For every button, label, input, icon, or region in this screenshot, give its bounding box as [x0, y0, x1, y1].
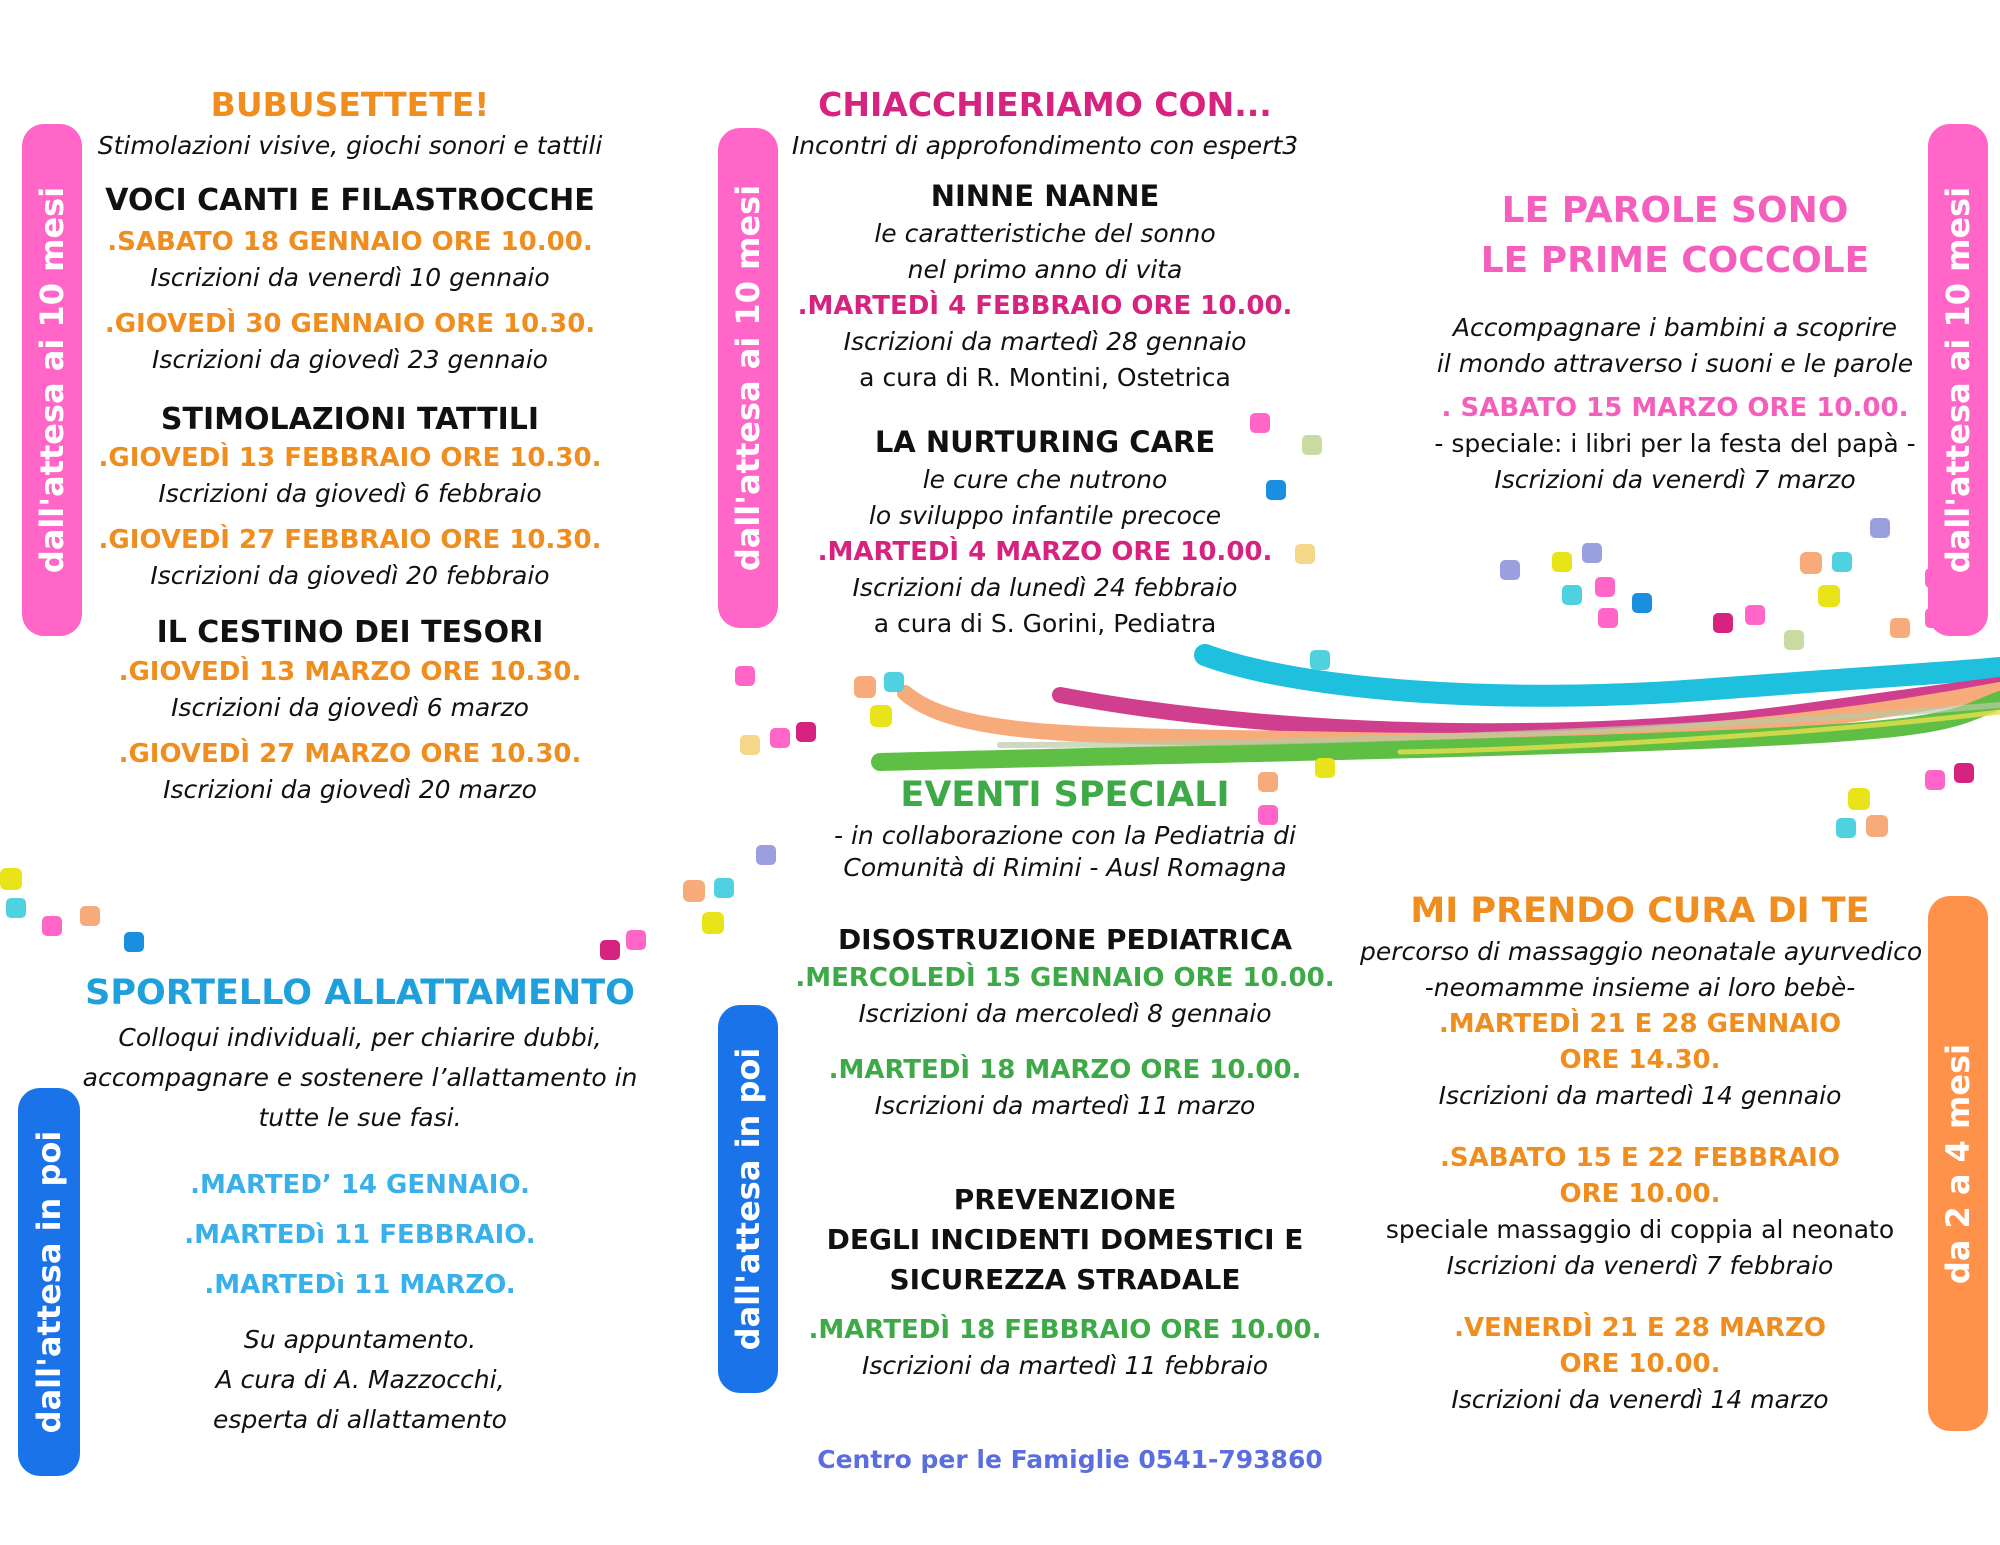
registration-info: Iscrizioni da venerdì 7 marzo [1494, 465, 1856, 494]
event-date: .GIOVEDÌ 30 GENNAIO ORE 10.30. [104, 309, 596, 339]
age-bar-label: dall'attesa in poi [30, 1130, 68, 1434]
activity-title: STIMOLAZIONI TATTILI [160, 402, 540, 437]
registration-info: Iscrizioni da martedì 11 febbraio [861, 1351, 1269, 1380]
section-subtitle: Stimolazioni visive, giochi sonori e tattili [97, 131, 603, 160]
event-date: .GIOVEDÌ 27 FEBBRAIO ORE 10.30. [98, 525, 602, 555]
footer-contact: Centro per le Famiglie 0541-793860 [817, 1445, 1323, 1474]
event-date: .MARTEDÌ 4 MARZO ORE 10.00. [817, 537, 1273, 567]
age-bar-left-top [22, 124, 82, 636]
event-date: .MARTEDÌ 18 MARZO ORE 10.00. [828, 1055, 1302, 1085]
event-date: .MARTEDÌ 21 E 28 GENNAIO [1438, 1009, 1842, 1039]
activity-title: LA NURTURING CARE [874, 425, 1216, 459]
event-date: .MERCOLEDÌ 15 GENNAIO ORE 10.00. [795, 963, 1335, 993]
activity-title: IL CESTINO DEI TESORI [156, 615, 544, 650]
special-note: - speciale: i libri per la festa del papà - [1434, 429, 1916, 458]
appointment-note: Su appuntamento. [243, 1325, 477, 1354]
event-date: .VENERDÌ 21 E 28 MARZO [1454, 1313, 1826, 1343]
event-date: ORE 10.00. [1559, 1349, 1721, 1379]
registration-info: Iscrizioni da giovedì 6 marzo [171, 693, 529, 722]
section-title: MI PRENDO CURA DI TE [1410, 891, 1870, 931]
event-date: .SABATO 18 GENNAIO ORE 10.00. [107, 227, 593, 257]
section-description: Accompagnare i bambini a scoprire [1452, 313, 1898, 342]
event-date: ORE 10.00. [1559, 1179, 1721, 1209]
event-date: .GIOVEDÌ 27 MARZO ORE 10.30. [118, 739, 582, 769]
section-title: EVENTI SPECIALI [900, 775, 1230, 815]
event-date: .MARTED’ 14 GENNAIO. [190, 1170, 530, 1200]
activity-title: NINNE NANNE [930, 179, 1160, 213]
age-bar-label: dall'attesa ai 10 mesi [729, 184, 767, 572]
registration-info: Iscrizioni da venerdì 10 gennaio [150, 263, 550, 292]
event-date: .MARTEDì 11 FEBBRAIO. [184, 1220, 536, 1250]
section-title: CHIACCHIERIAMO CON... [818, 85, 1272, 124]
activity-title: DISOSTRUZIONE PEDIATRICA [837, 923, 1293, 956]
section-description: accompagnare e sostenere l’allattamento in [82, 1063, 638, 1092]
section-title: LE PRIME COCCOLE [1480, 240, 1870, 281]
activity-title: PREVENZIONE [953, 1183, 1177, 1216]
section-title: SPORTELLO ALLATTAMENTO [85, 973, 635, 1013]
event-date: .MARTEDÌ 18 FEBBRAIO ORE 10.00. [808, 1315, 1322, 1345]
activity-description: le caratteristiche del sonno [874, 219, 1216, 248]
speaker: a cura di R. Montini, Ostetrica [859, 363, 1231, 392]
activity-description: lo sviluppo infantile precoce [868, 501, 1222, 530]
sportello-section [80, 968, 640, 1440]
section-description: Colloqui individuali, per chiarire dubbi, [118, 1023, 602, 1052]
speaker: a cura di S. Gorini, Pediatra [873, 609, 1217, 638]
bubusettete-section [90, 82, 610, 808]
activity-description: le cure che nutrono [922, 465, 1168, 494]
chiacchieriamo-section [765, 82, 1325, 642]
event-date: .MARTEDì 11 MARZO. [204, 1270, 516, 1300]
event-date: .GIOVEDÌ 13 MARZO ORE 10.30. [118, 657, 582, 687]
section-subtitle: Comunità di Rimini - Ausl Romagna [843, 853, 1287, 882]
activity-title: VOCI CANTI E FILASTROCCHE [105, 183, 595, 218]
section-description: -neomamme insieme ai loro bebè- [1424, 973, 1856, 1002]
age-bar-label: dall'attesa ai 10 mesi [33, 186, 71, 574]
registration-info: Iscrizioni da martedì 11 marzo [874, 1091, 1256, 1120]
section-description: percorso di massaggio neonatale ayurvedico [1360, 937, 1923, 966]
section-description: tutte le sue fasi. [258, 1103, 462, 1132]
age-bar-label: da 2 a 4 mesi [1939, 1043, 1977, 1284]
age-bar-label: dall'attesa ai 10 mesi [1939, 186, 1977, 574]
registration-info: Iscrizioni da giovedì 23 gennaio [152, 345, 548, 374]
section-subtitle: - in collaborazione con la Pediatria di [834, 821, 1296, 850]
event-date: . SABATO 15 MARZO ORE 10.00. [1441, 393, 1909, 423]
registration-info: Iscrizioni da martedì 28 gennaio [843, 327, 1247, 356]
event-date: .GIOVEDÌ 13 FEBBRAIO ORE 10.30. [98, 443, 602, 473]
age-bar-mid-bottom [718, 1005, 778, 1393]
registration-info: Iscrizioni da venerdì 7 febbraio [1446, 1251, 1834, 1280]
section-subtitle: Incontri di approfondimento con espert3 [791, 131, 1299, 160]
special-note: speciale massaggio di coppia al neonato [1385, 1215, 1895, 1244]
registration-info: Iscrizioni da martedì 14 gennaio [1438, 1081, 1842, 1110]
registration-info: Iscrizioni da venerdì 14 marzo [1451, 1385, 1829, 1414]
appointment-note: A cura di A. Mazzocchi, [215, 1365, 505, 1394]
activity-title: DEGLI INCIDENTI DOMESTICI E [826, 1223, 1304, 1256]
parole-section [1385, 186, 1965, 498]
age-bar-left-bottom [18, 1088, 80, 1476]
registration-info: Iscrizioni da lunedì 24 febbraio [852, 573, 1238, 602]
appointment-note: esperta di allattamento [213, 1405, 507, 1434]
age-bar-right-bottom [1928, 896, 1988, 1431]
event-date: ORE 14.30. [1559, 1045, 1721, 1075]
mi-prendo-cura-section [1360, 888, 1923, 1418]
activity-description: nel primo anno di vita [907, 255, 1183, 284]
event-date: .MARTEDÌ 4 FEBBRAIO ORE 10.00. [797, 291, 1293, 321]
registration-info: Iscrizioni da giovedì 20 febbraio [150, 561, 550, 590]
eventi-speciali-section [785, 770, 1345, 1384]
section-title: LE PAROLE SONO [1501, 190, 1849, 231]
registration-info: Iscrizioni da giovedì 20 marzo [163, 775, 537, 804]
registration-info: Iscrizioni da mercoledì 8 gennaio [858, 999, 1272, 1028]
age-bar-label: dall'attesa in poi [729, 1047, 767, 1351]
section-description: il mondo attraverso i suoni e le parole [1436, 349, 1914, 378]
event-date: .SABATO 15 E 22 FEBBRAIO [1440, 1143, 1840, 1173]
section-title: BUBUSETTETE! [210, 85, 490, 124]
activity-title: SICUREZZA STRADALE [889, 1263, 1241, 1296]
registration-info: Iscrizioni da giovedì 6 febbraio [158, 479, 542, 508]
